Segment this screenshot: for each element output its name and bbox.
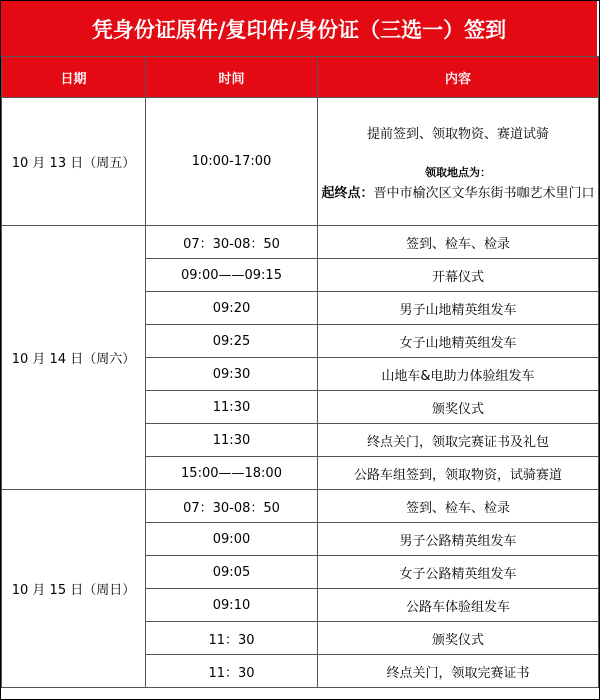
- time-cell: 11：30: [146, 655, 318, 688]
- endpoint-label: 起终点：: [321, 186, 374, 201]
- time-cell: 10:00-17:00: [146, 98, 318, 226]
- content-cell: 签到、检车、检录: [318, 490, 599, 523]
- time-cell: 15:00——18:00: [146, 457, 318, 490]
- endpoint-line: [318, 184, 598, 204]
- table-header-row: [2, 57, 599, 98]
- day1-content-main: 提前签到、领取物资、赛道试骑: [366, 127, 549, 142]
- content-cell: 终点关门，领取完赛证书及礼包: [318, 424, 599, 457]
- time-cell: 09:05: [146, 556, 318, 589]
- content-cell: 女子公路精英组发车: [318, 556, 599, 589]
- time-cell: 09:10: [146, 589, 318, 622]
- time-cell: 11:30: [146, 391, 318, 424]
- column-header-content: 内容: [318, 57, 599, 98]
- column-header-time: 时间: [146, 57, 318, 98]
- content-cell: 公路车体验组发车: [318, 589, 599, 622]
- content-cell: 男子山地精英组发车: [318, 292, 599, 325]
- table-row: [2, 490, 599, 523]
- time-cell: 09:30: [146, 358, 318, 391]
- table-row: [2, 98, 599, 226]
- content-cell-day1: [318, 98, 599, 226]
- endpoint-value: 晋中市榆次区文华东街书咖艺术里门口: [373, 186, 595, 201]
- content-cell: 颁奖仪式: [318, 391, 599, 424]
- time-cell: 11：30: [146, 622, 318, 655]
- time-cell: 11:30: [146, 424, 318, 457]
- content-cell: 男子公路精英组发车: [318, 523, 599, 556]
- date-cell-oct13: 10 月 13 日（周五）: [2, 98, 146, 226]
- content-cell: 颁奖仪式: [318, 622, 599, 655]
- content-cell: 终点关门，领取完赛证书: [318, 655, 599, 688]
- content-cell: 女子山地精英组发车: [318, 325, 599, 358]
- content-cell: 公路车组签到，领取物资，试骑赛道: [318, 457, 599, 490]
- content-cell: 开幕仪式: [318, 259, 599, 292]
- table-row: [2, 226, 599, 259]
- time-cell: 09:00: [146, 523, 318, 556]
- content-cell: 签到、检车、检录: [318, 226, 599, 259]
- pickup-label: 领取地点为：: [425, 166, 491, 179]
- date-cell-oct15: 10 月 15 日（周日）: [2, 490, 146, 688]
- content-cell: 山地车&电助力体验组发车: [318, 358, 599, 391]
- time-cell: 07：30-08：50: [146, 490, 318, 523]
- time-cell: 09:00——09:15: [146, 259, 318, 292]
- date-cell-oct14: 10 月 14 日（周六）: [2, 226, 146, 490]
- page-title: 凭身份证原件/复印件/身份证（三选一）签到: [1, 1, 597, 56]
- time-cell: 09:25: [146, 325, 318, 358]
- time-cell: 09:20: [146, 292, 318, 325]
- schedule-table: [1, 56, 599, 688]
- column-header-date: 日期: [2, 57, 146, 98]
- time-cell: 07：30-08：50: [146, 226, 318, 259]
